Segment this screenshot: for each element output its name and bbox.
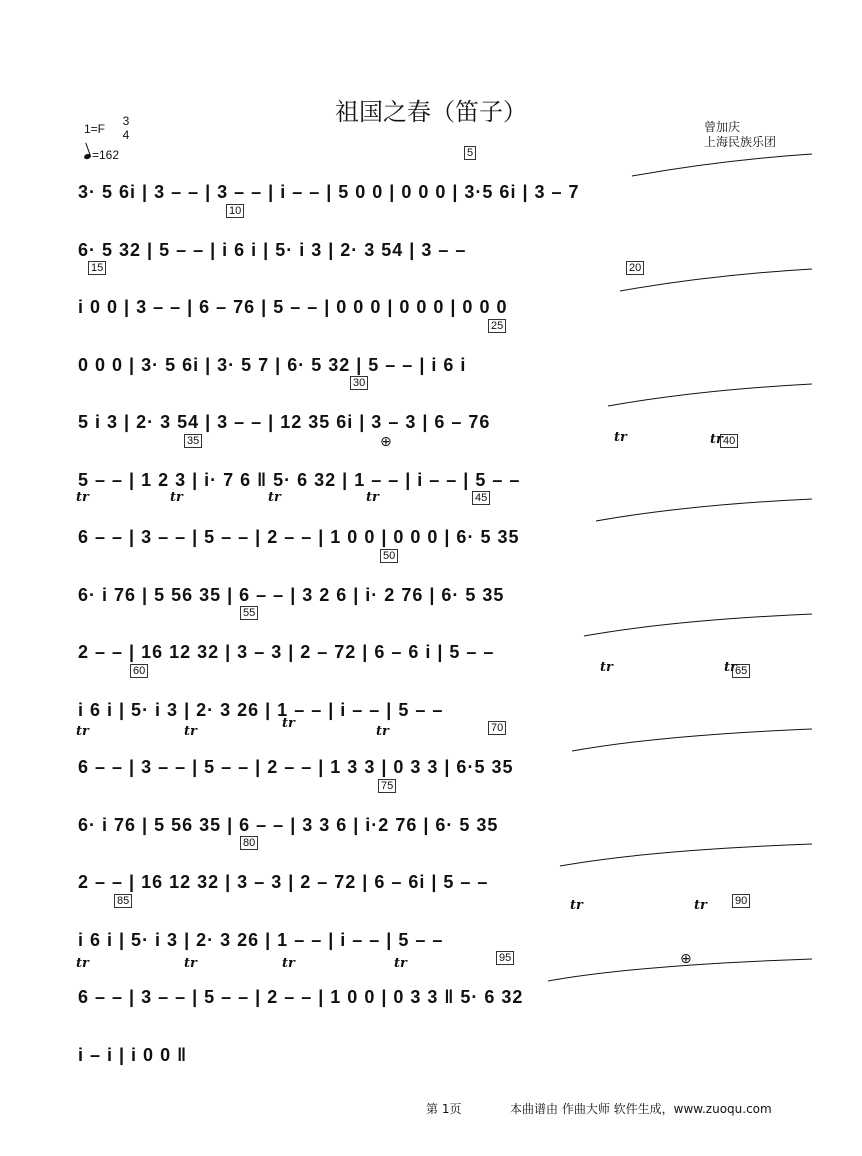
notation-line: 2 – – | 16 12 32 | 3 – 3 | 2 – 72 | 6 – 6i | 5 – – [78, 872, 489, 892]
slur-marks [72, 741, 814, 793]
trill-icon: tr [282, 956, 295, 971]
trill-icon: tr [184, 724, 197, 739]
trill-icon: tr [600, 660, 613, 675]
notation-line: i 6 i | 5· i 3 | 2· 3 26 | 1 – – | i – – | 5 – – [78, 929, 444, 950]
notation-system [72, 607, 814, 678]
trill-icon: tr [366, 490, 379, 505]
measure-number: 45 [472, 491, 490, 505]
measure-number: 70 [488, 721, 506, 735]
ensemble: 上海民族乐团 [704, 135, 777, 149]
measure-number: 85 [114, 894, 132, 908]
measure-number: 35 [184, 434, 202, 448]
tempo-marking: =162 [84, 148, 119, 162]
slur-marks [72, 626, 814, 678]
trill-icon: tr [376, 724, 389, 739]
measure-number: 40 [720, 434, 738, 448]
slur-marks [72, 339, 814, 391]
measure-number: 80 [240, 836, 258, 850]
notation-system [72, 319, 814, 391]
notation-system [72, 262, 814, 333]
measure-number: 30 [350, 376, 368, 390]
coda-icon: ⊕ [380, 433, 392, 449]
measure-number: 75 [378, 779, 396, 793]
measure-number: 15 [88, 261, 106, 275]
trill-icon: tr [184, 956, 197, 971]
notation-line: i – i | i 0 0 ‖ [78, 1044, 188, 1065]
measure-number: 55 [240, 606, 258, 620]
trill-icon: tr [170, 490, 183, 505]
measure-number: 5 [464, 146, 476, 160]
notation-line: 6· 5 32 | 5 – – | i 6 i | 5· i 3 | 2· 3 54 | 3 – – [78, 239, 467, 260]
measure-number: 60 [130, 664, 148, 678]
trill-icon: tr [76, 490, 89, 505]
trill-icon: tr [282, 716, 295, 731]
notation-line: 6 – – | 3 – – | 5 – – | 2 – – | 1 0 0 | 0 3 3 ‖ 5· 6 32 [78, 987, 524, 1007]
trill-icon: tr [268, 490, 281, 505]
notation-line: 2 – – | 16 12 32 | 3 – 3 | 2 – 72 | 6 – 6 i | 5 – – [78, 642, 495, 662]
slur-marks [72, 454, 814, 506]
trill-icon: tr [724, 660, 737, 675]
slur-marks [72, 224, 814, 276]
slur-marks [72, 799, 814, 851]
trill-icon: tr [710, 432, 723, 447]
notation-system [72, 204, 814, 276]
slur [632, 154, 812, 176]
key-signature: 1=F [84, 122, 106, 136]
page-number: 第 1页 [426, 1102, 462, 1116]
measure-number: 90 [732, 894, 750, 908]
notation-line: 3· 5 6i | 3 – – | 3 – – | i – – | 5 0 0 | 0 0 0 | 3·5 6i | 3 – 7 [78, 182, 580, 202]
measure-number: 95 [496, 951, 514, 965]
notation-line: 0 0 0 | 3· 5 6i | 3· 5 7 | 6· 5 32 | 5 – – | i 6 i [78, 354, 467, 375]
trill-icon: tr [694, 898, 707, 913]
quarter-note-icon [83, 153, 91, 160]
measure-number: 25 [488, 319, 506, 333]
credits [704, 120, 776, 150]
source-note: 本曲谱由 作曲大师 软件生成，www.zuoqu.com [510, 1102, 772, 1116]
slur-marks [72, 1029, 814, 1081]
measure-number: 50 [380, 549, 398, 563]
trill-icon: tr [76, 956, 89, 971]
notation-line: i 0 0 | 3 – – | 6 – 76 | 5 – – | 0 0 0 | 0 0 0 | 0 0 0 [78, 297, 508, 317]
time-signature: 3 4 [122, 114, 130, 142]
slur-marks [72, 511, 814, 563]
trill-icon: tr [76, 724, 89, 739]
coda-icon: ⊕ [680, 950, 692, 966]
notation-line: 6· i 76 | 5 56 35 | 6 – – | 3 3 6 | i·2 76 | 6· 5 35 [78, 814, 499, 835]
notation-line: 6 – – | 3 – – | 5 – – | 2 – – | 1 0 0 | 0 0 0 | 6· 5 35 [78, 527, 520, 547]
notation-system [72, 1029, 814, 1081]
measure-number: 65 [732, 664, 750, 678]
slur-marks [72, 971, 814, 1023]
trill-icon: tr [614, 430, 627, 445]
trill-icon: tr [570, 898, 583, 913]
notation-line: 5 – – | 1 2 3 | i· 7 6 ‖ 5· 6 32 | 1 – – | i – – | 5 – – [78, 469, 521, 490]
notation-line: 6· i 76 | 5 56 35 | 6 – – | 3 2 6 | i· 2 76 | 6· 5 35 [78, 584, 505, 605]
slur-marks [72, 281, 814, 333]
slur-marks [72, 569, 814, 621]
measure-number: 20 [626, 261, 644, 275]
composer: 曾加庆 [704, 120, 741, 134]
score-title: 祖国之春（笛子） [335, 98, 527, 126]
notation-line: 5 i 3 | 2· 3 54 | 3 – – | 12 35 6i | 3 – 3 | 6 – 76 [78, 412, 491, 432]
trill-icon: tr [394, 956, 407, 971]
notation-line: i 6 i | 5· i 3 | 2· 3 26 | 1 – – | i – – | 5 – – [78, 699, 444, 720]
measure-number: 10 [226, 204, 244, 218]
notation-line: 6 – – | 3 – – | 5 – – | 2 – – | 1 3 3 | 0 3 3 | 6·5 35 [78, 757, 514, 777]
notation-system [72, 549, 814, 621]
notation-system [72, 779, 814, 851]
slur-marks [72, 166, 814, 218]
